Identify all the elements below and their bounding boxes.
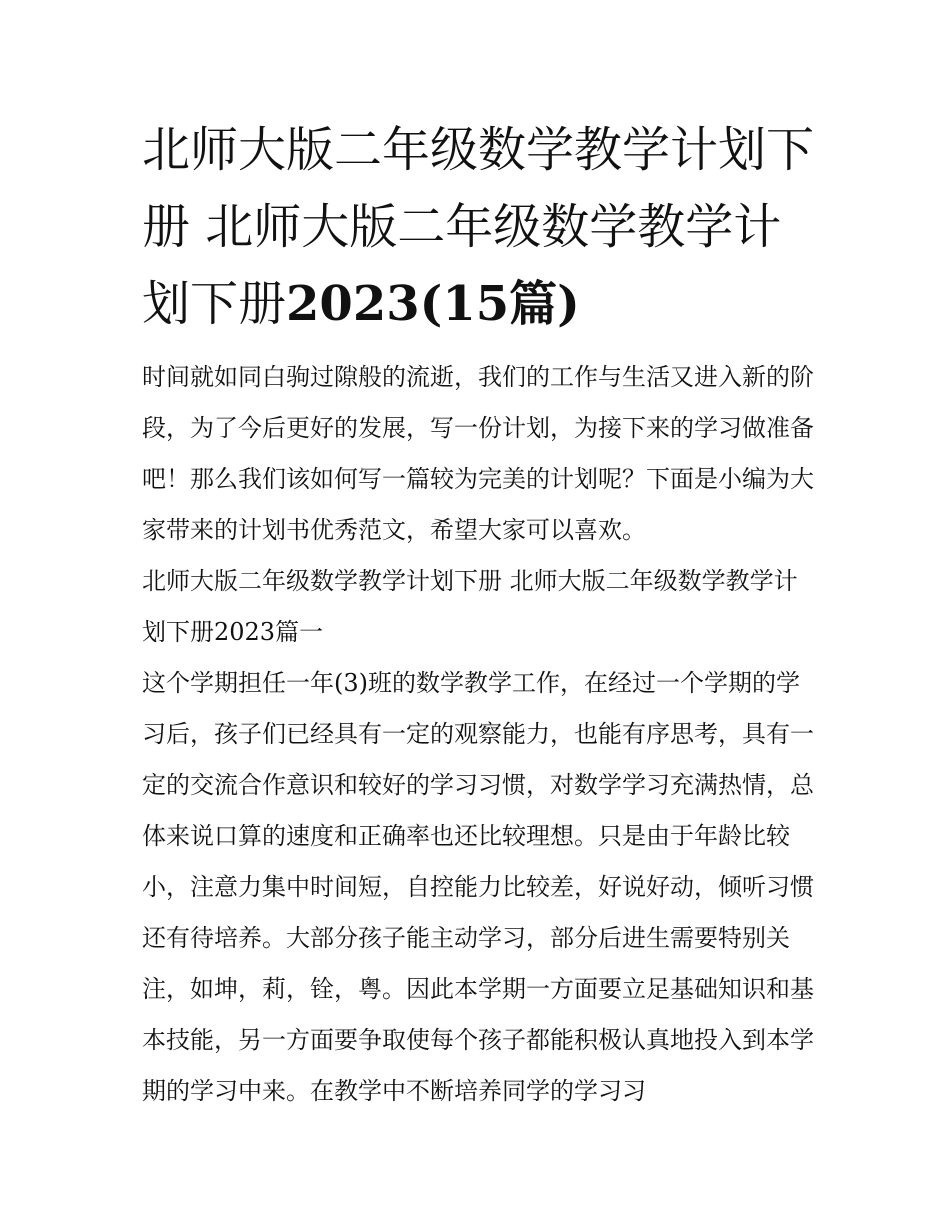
intro-paragraph: 时间就如同白驹过隙般的流逝，我们的工作与生活又进入新的阶段，为了今后更好的发展，写一份计划，为接下来的学习做准备吧！那么我们该如何写一篇较为完美的计划呢？下面是小编为大家带来的计划书优秀范文，希望大家可以喜欢。: [142, 363, 814, 544]
body-paragraph: 这个学期担任一年(3)班的数学教学工作，在经过一个学期的学习后，孩子们已经具有一定的观察能力，也能有序思考，具有一定的交流合作意识和较好的学习习惯，对数学学习充满热情，总体来说口算的速度和正确率也还比较理想。只是由于年龄比较小，注意力集中时间短，自控能力比较差，好说好动，倾听习惯还有待培养。大部分孩子能主动学习，部分后进生需要特别关注，如坤，莉，铨，粤。因此本学期一方面要立足基础知识和基本技能，另一方面要争取使每个孩子都能积极认真地投入到本学期的学习中来。在教学中不断培养同学的学习习: [142, 669, 814, 1105]
title-text: 北师大版二年级数学教学计划下册 北师大版二年级数学教学计划下册: [142, 122, 815, 332]
document-body: [142, 352, 814, 1117]
document-title: [142, 112, 822, 343]
title-year-count: 2023(15篇): [286, 276, 580, 332]
section-heading: 北师大版二年级数学教学计划下册 北师大版二年级数学教学计划下册2023篇一: [142, 567, 798, 646]
